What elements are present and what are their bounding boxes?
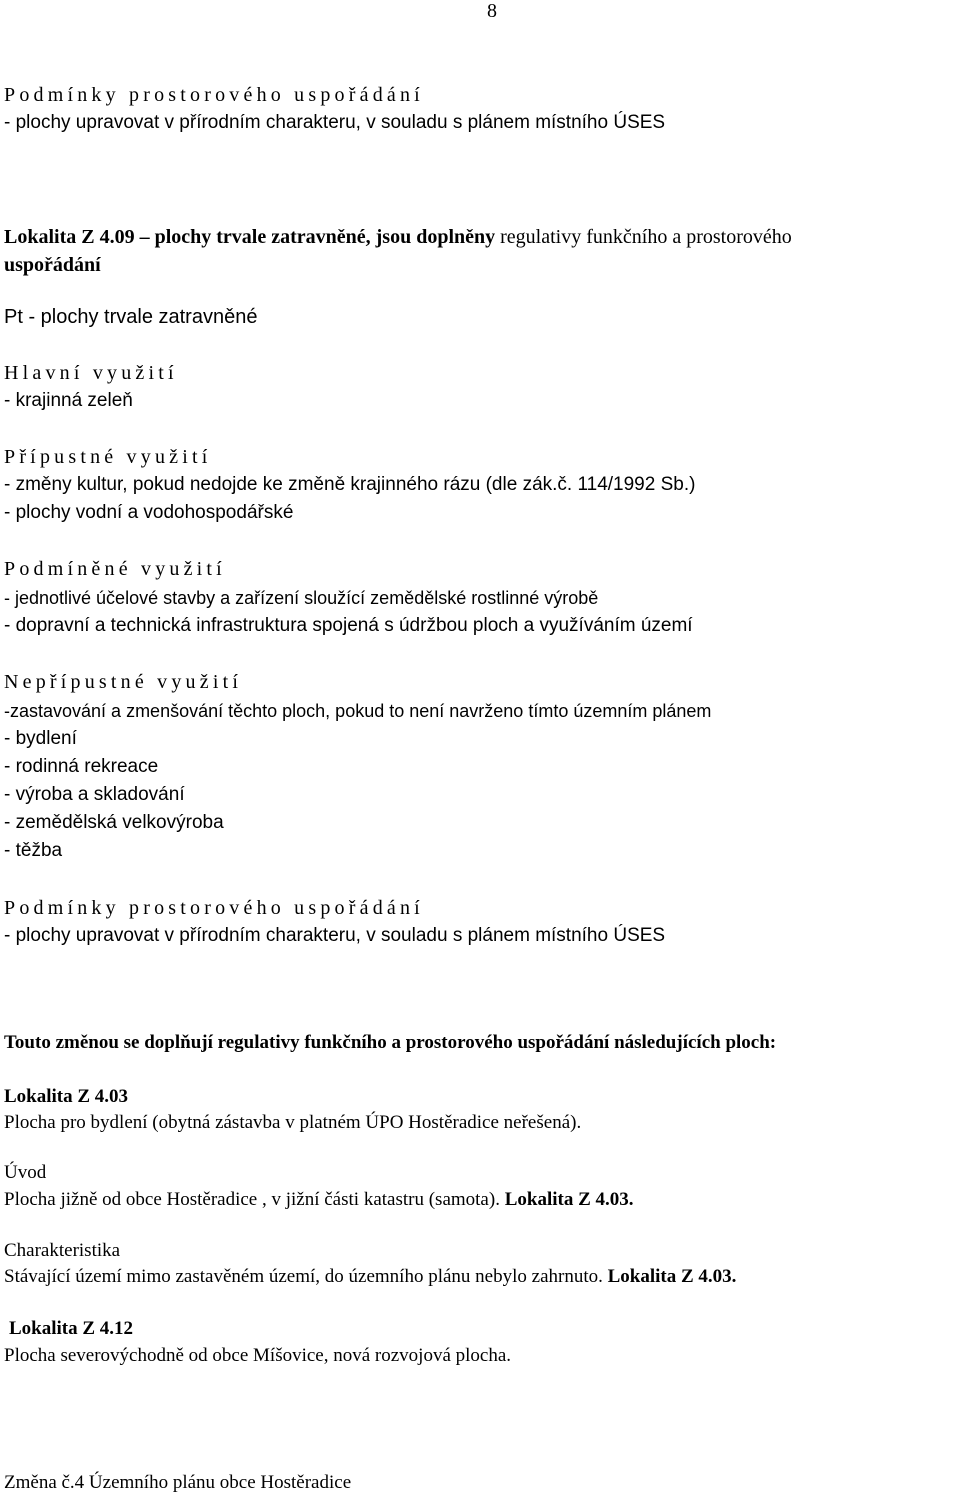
- lokalita-409-title-rest: regulativy funkčního a prostorového: [495, 226, 792, 248]
- characteristic-text-ref: Lokalita Z 4.03.: [607, 1266, 737, 1287]
- section-heading-spatial: Podmínky prostorového uspořádání: [4, 84, 424, 106]
- lokalita-412-text: Plocha severovýchodně od obce Míšovice, nová rozvojová plocha.: [4, 1345, 512, 1366]
- lokalita-409-title-line2: uspořádání: [4, 254, 101, 276]
- list-item: - rodinná rekreace: [4, 756, 159, 777]
- lokalita-409-title: [4, 226, 792, 248]
- page-number: 8: [487, 0, 497, 22]
- heading-main-use: Hlavní využití: [4, 362, 178, 384]
- intro-text-ref: Lokalita Z 4.03.: [504, 1189, 634, 1210]
- list-item: - plochy upravovat v přírodním charakteru, v souladu s plánem místního ÚSES: [4, 112, 666, 133]
- intro-label: Úvod: [4, 1162, 47, 1183]
- lokalita-409-title-bold: Lokalita Z 4.09 – plochy trvale zatravněné, jsou doplněny: [4, 226, 496, 248]
- characteristic-label: Charakteristika: [4, 1240, 121, 1261]
- supplement-heading: Touto změnou se doplňují regulativy funkčního a prostorového uspořádání následujících ploch:: [4, 1032, 777, 1053]
- characteristic-text-body: Stávající území mimo zastavěném území, do územního plánu nebylo zahrnuto.: [4, 1266, 608, 1287]
- list-item: - těžba: [4, 840, 63, 861]
- list-item: - plochy vodní a vodohospodářské: [4, 502, 294, 523]
- list-item: - výroba a skladování: [4, 784, 185, 805]
- page-footer: Změna č.4 Územního plánu obce Hostěradice: [4, 1472, 352, 1493]
- intro-text-body: Plocha jižně od obce Hostěradice , v jižní části katastru (samota).: [4, 1189, 505, 1210]
- list-item: - změny kultur, pokud nedojde ke změně krajinného rázu (dle zák.č. 114/1992 Sb.): [4, 474, 696, 495]
- list-item: - krajinná zeleň: [4, 390, 133, 411]
- list-item: - jednotlivé účelové stavby a zařízení sloužící zemědělské rostlinné výrobě: [4, 588, 599, 608]
- lokalita-403-title: Lokalita Z 4.03: [4, 1086, 129, 1107]
- list-item: - plochy upravovat v přírodním charakteru, v souladu s plánem místního ÚSES: [4, 925, 666, 946]
- heading-permitted-use: Přípustné využití: [4, 446, 212, 468]
- lokalita-403-text: Plocha pro bydlení (obytná zástavba v platném ÚPO Hostěradice neřešená).: [4, 1112, 582, 1133]
- list-item: - dopravní a technická infrastruktura spojená s údržbou ploch a využíváním území: [4, 615, 693, 636]
- intro-text: [4, 1189, 634, 1211]
- heading-conditional-use: Podmíněné využití: [4, 558, 226, 580]
- list-item: -zastavování a zmenšování těchto ploch, pokud to není navrženo tímto územním plánem: [4, 701, 712, 721]
- subtitle-pt: Pt - plochy trvale zatravněné: [4, 306, 258, 328]
- characteristic-text: [4, 1266, 736, 1288]
- heading-spatial-conditions: Podmínky prostorového uspořádání: [4, 897, 424, 919]
- heading-forbidden-use: Nepřípustné využití: [4, 671, 243, 693]
- lokalita-412-title: Lokalita Z 4.12: [9, 1318, 134, 1339]
- list-item: - bydlení: [4, 728, 77, 749]
- list-item: - zemědělská velkovýroba: [4, 812, 224, 833]
